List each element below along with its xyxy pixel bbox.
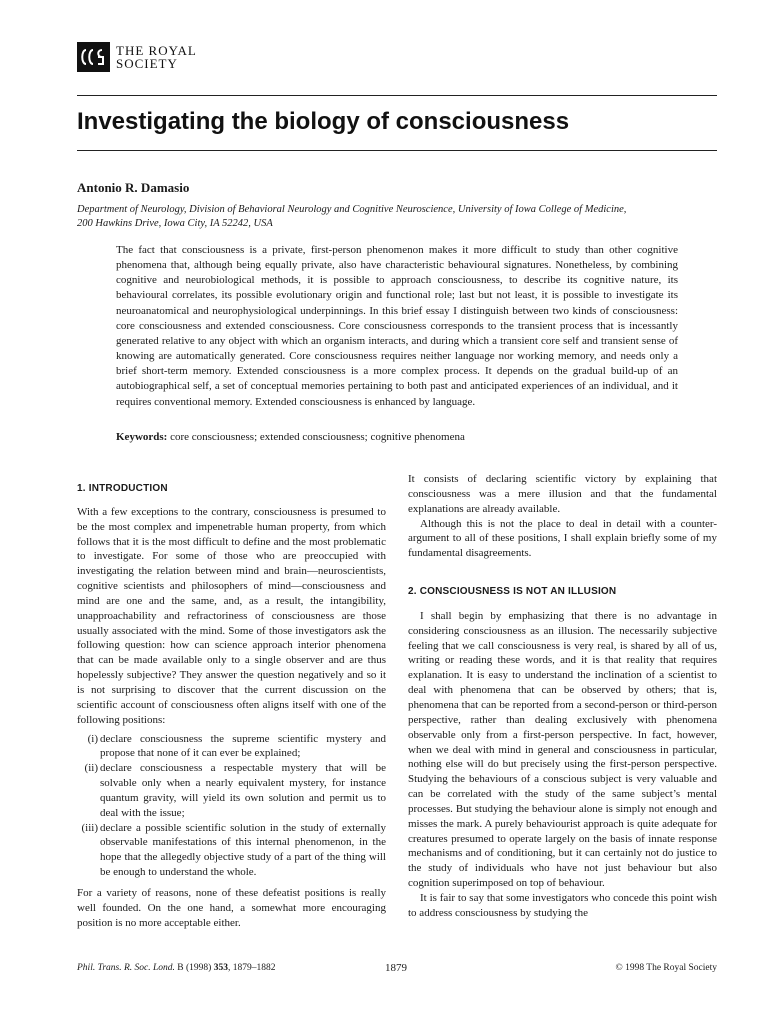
volume-number: 353 — [213, 963, 228, 973]
publication-year: (1998) — [186, 963, 212, 973]
right-column — [408, 472, 717, 921]
list-item-text: declare a possible scientific solution in the study of externally observable manifestations of this internal phenomenon, in the hope that the allegedly objective study of a part of the thing will be enough to understand the whole. — [100, 821, 386, 879]
page-range: 1879–1882 — [232, 963, 276, 973]
royal-society-emblem-icon — [77, 42, 110, 72]
positions-list — [77, 732, 386, 880]
list-item-number: (iii) — [81, 821, 98, 834]
journal-series: B — [177, 963, 184, 973]
author-affiliation — [77, 203, 717, 231]
author-name: Antonio R. Damasio — [77, 180, 190, 195]
defeatist-paragraph: For a variety of reasons, none of these defeatist positions is really well founded. On the one hand, a somewhat more encouraging position is no more acceptable either. — [77, 886, 386, 929]
list-item-number: (ii) — [84, 762, 98, 775]
list-item — [77, 732, 386, 762]
victory-paragraph: It consists of declaring scientific victory by explaining that consciousness was a mere illusion and that the fundamental explanations are already available. — [408, 473, 717, 515]
article-title: Investigating the biology of consciousness — [77, 108, 570, 135]
section-heading-introduction: 1. INTRODUCTION — [77, 483, 168, 494]
illusion-paragraph: I shall begin by emphasizing that there is no advantage in considering consciousness as an illusion. The necessarily subjective feeling that we call consciousness is very real, is shared by all of us, writing or reading these words, and it is that reality that requires explanation. It is easy to understand the inclination of a scientist to deal with phenomena that can be observed by others; that is, phenomena that can be reported from a second-person or third-person perspective, rather than dealing exclusively with phenomena observable only from a first-person perspective. In fact, however, when we deal with mind in general and consciousness in particular, nothing else will do but precisely using the first-person perspective. Studying the behaviours of a conscious subject is very valuable and can be correlated with the study of the same subject’s mental processes. But studying the behaviour alone is simply not enough and misses the mark. A purely behaviourist approach is quite adequate for creatures presumed to operate largely on the basis of innate response mechanisms and of conditioning, but it can certainly not do justice to the study of individuals who have not just behaviour but also cognition superimposed on top of behaviour. — [408, 609, 717, 890]
left-column — [77, 472, 386, 930]
affiliation-line1: Department of Neurology, Division of Behavioral Neurology and Cognitive Neuroscience, University of Iowa College of Medicine, — [77, 204, 627, 215]
list-item-number: (i) — [87, 732, 98, 745]
page-number: 1879 — [385, 962, 407, 974]
journal-name: Phil. Trans. R. Soc. Lond. — [77, 963, 175, 973]
publisher-name-line1: THE ROYAL — [116, 43, 197, 58]
list-item-text: declare consciousness a respectable mystery that will be solvable only when a nearly equivalent mystery, for instance quantum gravity, will yield its own solution and permit us to deal with the issue; — [100, 762, 386, 819]
counter-argument-paragraph: Although this is not the place to deal in detail with a counter-argument to all of these positions, I shall explain briefly some of my fundamental disagreements. — [408, 517, 717, 560]
abstract: The fact that consciousness is a private, first-person phenomenon makes it more difficult to study than other cognitive phenomena that, although being equally private, also have characteristic behavioural signatures. Nonetheless, by combining cognitive and neurobiological methods, it is possible to approach consciousness, to describe its cognitive nature, its behavioural correlates, its possible evolutionary origin and functional role; last but not least, it is possible to investigate its neuroanatomical and neurophysiological underpinnings. In this brief essay I distinguish between two kinds of consciousness: core consciousness and extended consciousness. Core consciousness corresponds to the transient process that is incessantly generated relative to any object with which an organism interacts, and during which a transient core self and transient sense of knowing are automatically generated. Core consciousness requires neither language nor working memory, and needs only a brief short-term memory. Extended consciousness is a more complex process. It depends on the gradual build-up of an autobiographical self, a set of conceptual memories pertaining to both past and anticipated experiences of an individual, and it requires conventional memory. Extended consciousness is enhanced by language. — [116, 244, 678, 408]
keywords-label: Keywords: — [116, 431, 168, 443]
list-item-text: declare consciousness the supreme scientific mystery and propose that none of it can ever be explained; — [100, 732, 386, 760]
investigators-paragraph: It is fair to say that some investigators who concede this point wish to address consciousness by studying the — [408, 891, 717, 919]
section-heading-not-illusion: 2. CONSCIOUSNESS IS NOT AN ILLUSION — [408, 586, 617, 598]
publisher-logo — [77, 42, 197, 72]
keywords — [116, 431, 678, 443]
title-bottom-rule — [77, 150, 717, 151]
intro-paragraph: With a few exceptions to the contrary, consciousness is presumed to be the most complex and impenetrable human property, from which follows that it is the most difficult to define and the most problematic to investigate. For some of those who are preoccupied with investigating the relation between mind and brain—neuroscientists, cognitive scientists and philosophers of mind—consciousness and mind are one and the same, and, as a result, the intangibility, unapproachability and refractoriness of consciousness are those usually associated with the mind. Some of those investigators ask the following question: how can science approach interior phenomena that can be made available only to a single observer and are thus hopelessly subjective? They answer the question negatively and so it is not surprising to discover that the current discussion on the scientific account of consciousness often aligns itself with one of the following positions: — [77, 505, 386, 726]
list-item — [77, 821, 386, 880]
title-top-rule — [77, 95, 717, 96]
keywords-text: core consciousness; extended consciousness; cognitive phenomena — [170, 431, 465, 443]
list-item — [77, 761, 386, 820]
publisher-name-line2: SOCIETY — [116, 56, 178, 71]
citation: Phil. Trans. R. Soc. Lond. B (1998) 353, 1879–1882 — [77, 963, 276, 973]
copyright-notice: © 1998 The Royal Society — [615, 963, 717, 973]
publisher-name — [116, 44, 197, 70]
affiliation-line2: 200 Hawkins Drive, Iowa City, IA 52242, USA — [77, 218, 273, 229]
